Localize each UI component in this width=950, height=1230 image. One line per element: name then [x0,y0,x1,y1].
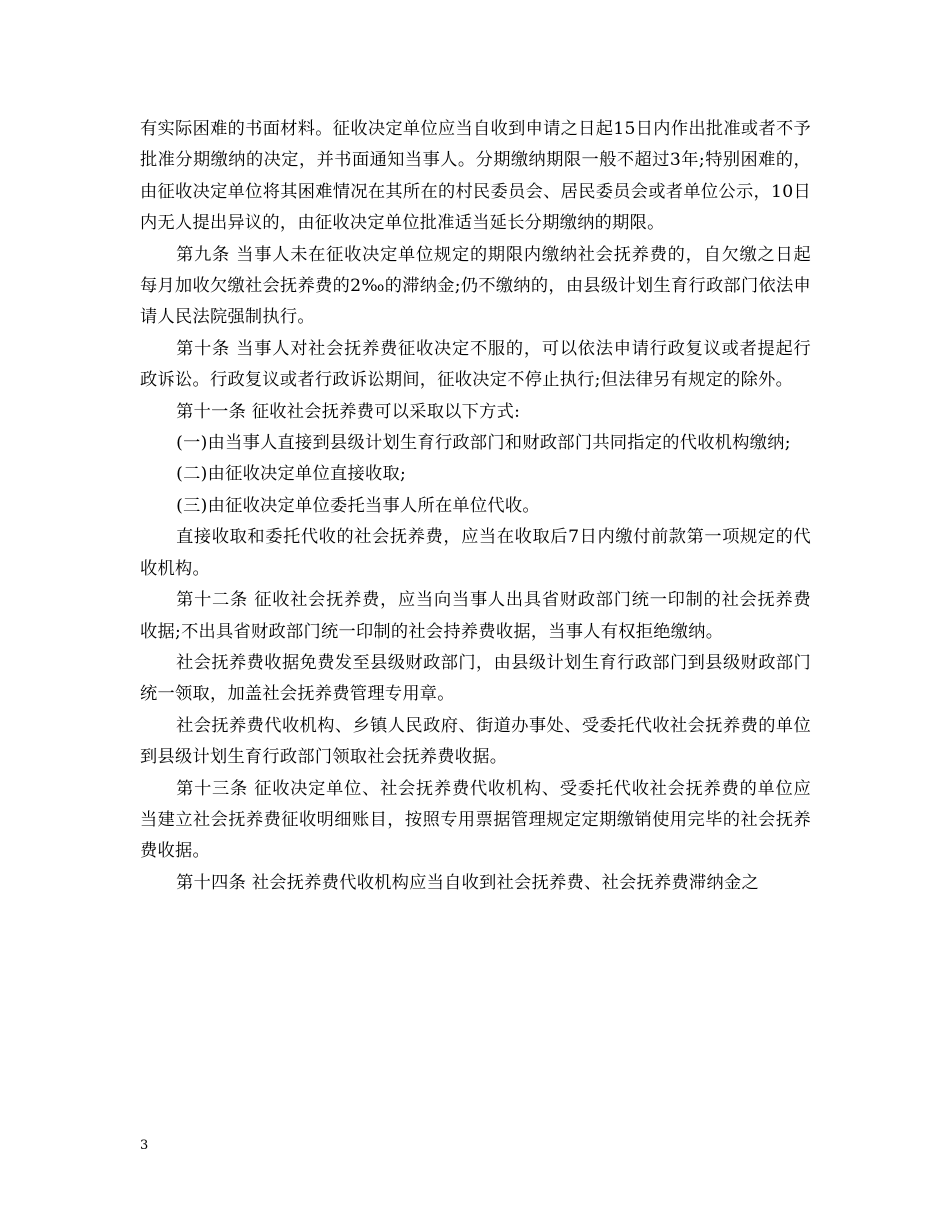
paragraph-article-13: 第十三条 征收决定单位、社会抚养费代收机构、受委托代收社会抚养费的单位应当建立社会抚养费征收明细账目，按照专用票据管理规定定期缴销使用完毕的社会抚养费收据。 [140,778,811,862]
list-item: (二)由征收决定单位直接收取; [176,464,407,485]
paragraph: 社会抚养费代收机构、乡镇人民政府、街道办事处、受委托代收社会抚养费的单位到县级计划生育行政部门领取社会抚养费收据。 [140,715,811,768]
paragraph-article-12: 第十二条 征收社会抚养费，应当向当事人出具省财政部门统一印制的社会抚养费收据;不出具省财政部门统一印制的社会持养费收据，当事人有权拒绝缴纳。 [140,590,811,642]
paragraph-article-10: 第十条 当事人对社会抚养费征收决定不服的，可以依法申请行政复议或者提起行政诉讼。行政复议或者行政诉讼期间，征收决定不停止执行;但法律另有规定的除外。 [140,338,811,391]
paragraph-article-9: 第九条 当事人未在征收决定单位规定的期限内缴纳社会抚养费的，自欠缴之日起每月加收欠缴社会抚养费的2‰的滞纳金;仍不缴纳的，由县级计划生育行政部门依法申请人民法院强制执行。 [140,244,811,328]
paragraph-article-14: 第十四条 社会抚养费代收机构应当自收到社会抚养费、社会抚养费滞纳金之 [176,872,759,893]
paragraph-article-11: 第十一条 征收社会抚养费可以采取以下方式: [176,401,521,422]
document-body [140,114,811,899]
paragraph: 有实际困难的书面材料。征收决定单位应当自收到申请之日起15日内作出批准或者不予批准分期缴纳的决定，并书面通知当事人。分期缴纳期限一般不超过3年;特别困难的，由征收决定单位将其困难情况在其所在的村民委员会、居民委员会或者单位公示，10日内无人提出异议的，由征收决定单位批准适当延长分期缴纳的期限。 [140,119,811,234]
list-item: (一)由当事人直接到县级计划生育行政部门和财政部门共同指定的代收机构缴纳; [176,433,791,454]
list-item: (三)由征收决定单位委托当事人所在单位代收。 [176,495,540,516]
paragraph: 社会抚养费收据免费发至县级财政部门，由县级计划生育行政部门到县级财政部门统一领取，加盖社会抚养费管理专用章。 [140,652,811,705]
paragraph: 直接收取和委托代收的社会抚养费，应当在收取后7日内缴付前款第一项规定的代收机构。 [140,527,811,579]
page-number: 3 [140,1138,149,1153]
